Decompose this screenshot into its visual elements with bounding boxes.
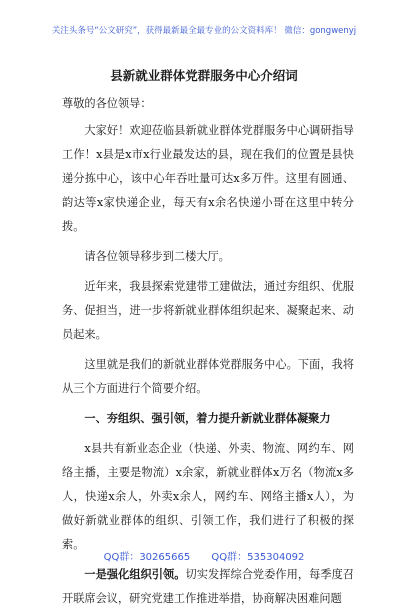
- paragraph-text: 切实发挥综合党委作用，每季度召开联席会议，研究党建工作推进举措，协商解决困难问题: [62, 568, 354, 605]
- section-heading-1: 一、夯组织、强引领，着力提升新就业群体凝聚力: [84, 412, 331, 425]
- paragraph-overview: x县共有新业态企业（快递、外卖、物流、网约车、网络主播，主要是物流）x余家，新就业群体x万名（物流x多人，快递x余人，外卖x余人，网约车、网络主播x人），为做好新就业群体的组织、引领工作，我们进行了积极的探索。: [62, 442, 354, 551]
- footer-contact: [0, 548, 408, 563]
- footer-qq-group-1: QQ群：30265665: [103, 552, 191, 563]
- greeting: 尊敬的各位领导：: [62, 97, 152, 110]
- paragraph-move-upstairs: 请各位领导移步到二楼大厅。: [84, 250, 230, 263]
- paragraph-organization-guidance: [62, 563, 354, 611]
- header-promo-note: 关注头条号“公文研究”，获得最新最全最专业的公文资料库！ 微信：gongwenyj: [51, 26, 357, 36]
- paragraph-intro: 这里就是我们的新就业群体党群服务中心。下面，我将从三个方面进行个简要介绍。: [62, 358, 354, 395]
- document-body: [62, 92, 354, 611]
- paragraph-lead: 一是强化组织引领。: [84, 568, 186, 581]
- document-title: 县新就业群体党群服务中心介绍词: [110, 68, 298, 83]
- paragraph-background: 近年来，我县探索党建带工建做法，通过夯组织、优服务、促担当，进一步将新就业群体组织起来、凝聚起来、动员起来。: [62, 280, 354, 341]
- paragraph-welcome: 大家好！欢迎莅临县新就业群体党群服务中心调研指导工作！x县是x市x行业最发达的县，现在我们的位置是县快递分拣中心，该中心年吞吐量可达x多万件。这里有圆通、韵达等x家快递企业，每天有x余名快递小哥在这里中转分拨。: [62, 124, 354, 233]
- footer-qq-group-2: QQ群：535304092: [211, 552, 305, 563]
